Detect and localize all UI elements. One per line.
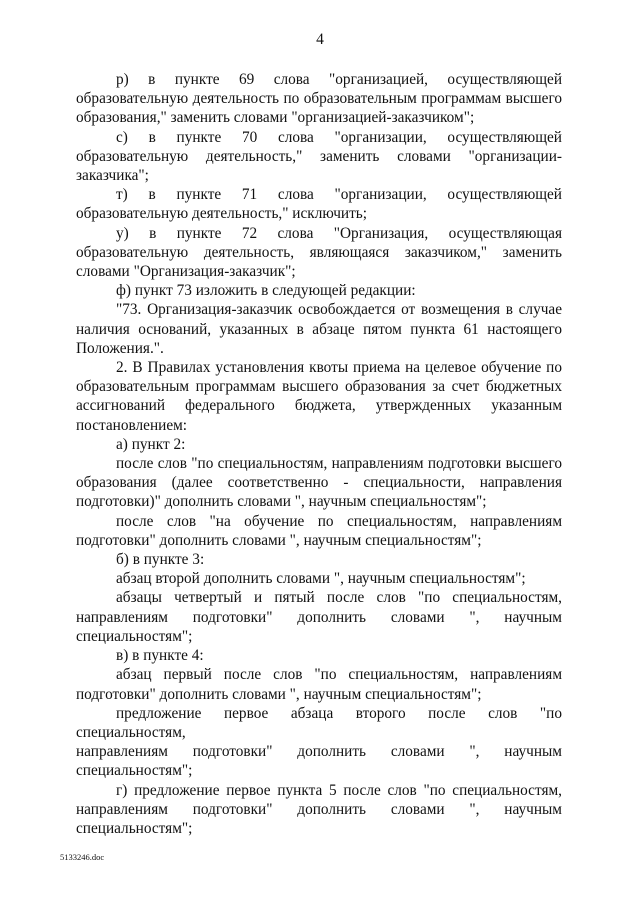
text-line: постановлением:	[76, 416, 188, 434]
text-line: р) в пункте 69 слова "организацией, осуществляющей	[116, 71, 562, 88]
text-line: абзацы четвертый и пятый после слов "по специальностям,	[116, 589, 562, 607]
document-body	[76, 70, 562, 838]
text-line: 2. В Правилах установления квоты приема на целевое обучение по	[116, 359, 562, 377]
text-line: образовательную деятельность," заменить словами "организации-	[76, 147, 562, 165]
text-line: образования," заменить словами "организацией-заказчиком";	[76, 109, 475, 127]
text-line: абзац первый после слов "по специальностям, направлениям	[116, 666, 562, 684]
text-line: т) в пункте 71 слова "организации, осуществляющей	[116, 186, 562, 204]
text-line: наличия оснований, указанных в абзаце пятом пункта 61 настоящего	[76, 320, 562, 338]
text-line: специальностям";	[76, 627, 193, 645]
text-line: образовательную деятельность по образовательным программам высшего	[76, 90, 562, 108]
text-line: после слов "по специальностям, направлениям подготовки высшего	[116, 455, 562, 473]
text-line: ф) пункт 73 изложить в следующей редакции:	[116, 282, 416, 300]
text-line: образования (далее соответственно - специальности, направления	[76, 474, 562, 492]
text-line: ассигнований федерального бюджета, утвержденных указанным	[76, 397, 562, 415]
text-line: с) в пункте 70 слова "организации, осуществляющей	[116, 128, 562, 146]
text-line: направлениям подготовки" дополнить словами ", научным	[76, 743, 562, 761]
text-line: после слов "на обучение по специальностям, направлениям	[116, 512, 562, 530]
text-line: образовательным программам высшего образования за счет бюджетных	[76, 378, 562, 396]
text-line: "73. Организация-заказчик освобождается от возмещения в случае	[116, 301, 562, 319]
text-line: у) в пункте 72 слова "Организация, осуществляющая	[116, 224, 562, 242]
text-line: подготовки)" дополнить словами ", научным специальностям";	[76, 493, 487, 511]
text-line: заказчика";	[76, 167, 149, 185]
page-number: 4	[316, 31, 324, 48]
text-line: направлениям подготовки" дополнить словами ", научным	[76, 608, 562, 626]
text-line: Положения.".	[76, 339, 164, 357]
text-line: образовательную деятельность," исключить;	[76, 205, 367, 223]
footer-filename: 5133246.doc	[60, 852, 105, 862]
text-line: в) в пункте 4:	[116, 647, 204, 665]
text-line: подготовки" дополнить словами ", научным специальностям";	[76, 531, 482, 549]
text-line: словами "Организация-заказчик";	[76, 263, 296, 281]
text-line: специальностям";	[76, 762, 193, 780]
text-line: б) в пункте 3:	[116, 551, 205, 569]
text-line: специальностям";	[76, 819, 193, 837]
text-line: а) пункт 2:	[116, 435, 186, 453]
text-line: образовательную деятельность, являющаяся заказчиком," заменить	[76, 243, 562, 261]
text-line: г) предложение первое пункта 5 после слов "по специальностям,	[116, 781, 562, 799]
text-line: абзац второй дополнить словами ", научным специальностям";	[116, 570, 526, 588]
text-line: предложение первое абзаца второго после слов "по специальностям,	[76, 704, 562, 741]
text-line: направлениям подготовки" дополнить словами ", научным	[76, 800, 562, 818]
text-line: подготовки" дополнить словами ", научным специальностям";	[76, 685, 482, 703]
